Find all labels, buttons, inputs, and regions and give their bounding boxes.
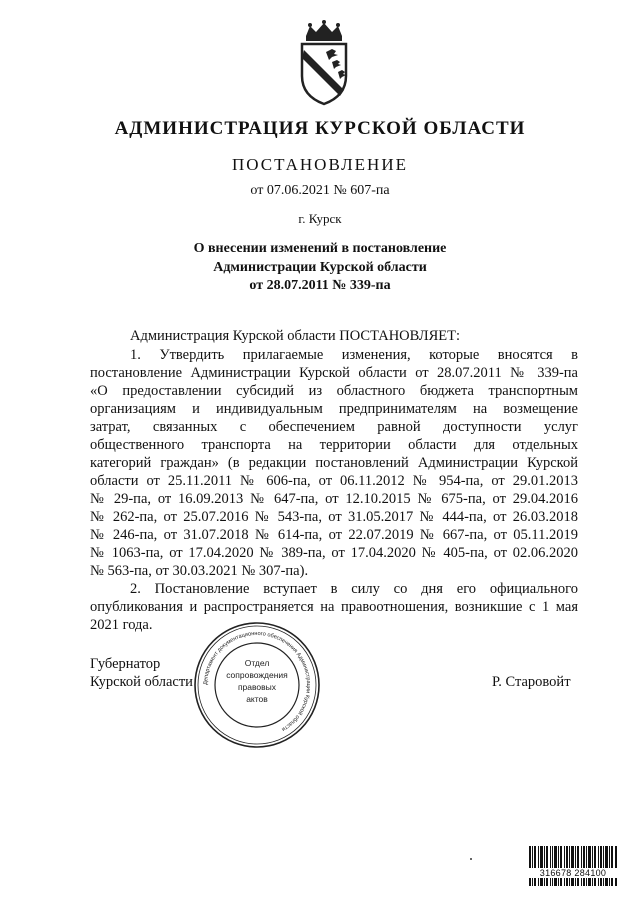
legal-department-stamp [192, 620, 322, 750]
item2-line: 2021 года. [90, 617, 153, 633]
document-type: ПОСТАНОВЛЕНИЕ [231, 155, 408, 174]
item1-line: «О предоставлении субсидий из областного бюджета транспортным [90, 383, 578, 399]
resolution-intro: Администрация Курской области ПОСТАНОВЛЯЕТ: [130, 328, 461, 344]
coat-of-arms-emblem [296, 20, 352, 106]
barcode-number: 316678 284100 [528, 868, 618, 878]
item1-line: области от 25.11.2011 № 606-па, от 06.11.2012 № 954-па, от 29.01.2013 [90, 473, 578, 489]
signatory-region: Курской области [90, 674, 193, 690]
stamp-ring-text: Департамент документационного обеспечения Администрации Курской области [202, 630, 312, 733]
document-date-number: от 07.06.2021 № 607-па [250, 183, 390, 198]
signatory-name: Р. Старовойт [492, 674, 571, 690]
item1-line: общественного транспорта на территории области для отдельных [90, 437, 578, 453]
item1-line: № 29-па, от 16.09.2013 № 647-па, от 12.10.2015 № 675-па, от 29.04.2016 [90, 491, 578, 507]
barcode [529, 846, 617, 886]
subject-line: О внесении изменений в постановление [193, 241, 447, 256]
stamp-center-line: сопровождения [226, 670, 288, 680]
item1-line: затрат, связанных с обеспечением равной доступности услуг [90, 419, 578, 435]
item1-line: № 246-па, от 31.07.2018 № 614-па, от 22.07.2019 № 667-па, от 05.11.2019 [90, 527, 578, 543]
signatory-role: Губернатор [90, 656, 161, 672]
item1-line: № 1063-па, от 17.04.2020 № 389-па, от 17.04.2020 № 405-па, от 02.06.2020 [90, 545, 578, 561]
item1-line: категорий граждан» (в редакции постановлений Администрации Курской [90, 455, 578, 471]
item1-line: 1. Утвердить прилагаемые изменения, которые вносятся в [130, 347, 578, 363]
stamp-center-line: Отдел [244, 658, 270, 668]
item1-line: организациям и индивидуальным предпринимателям на возмещение [90, 401, 578, 417]
item1-line: № 563-па, от 30.03.2021 № 307-па). [90, 563, 309, 579]
stamp-center-line: актов [246, 694, 268, 704]
item2-line: 2. Постановление вступает в силу со дня его официального [130, 581, 578, 597]
subject-line: Администрации Курской области [213, 260, 427, 275]
item2-line: опубликования и распространяется на правоотношения, возникшие с 1 мая [90, 599, 578, 615]
document-city: г. Курск [298, 211, 342, 226]
page-dot-mark [470, 858, 472, 860]
stamp-center-line: правовых [237, 682, 277, 692]
item1-line: № 262-па, от 25.07.2016 № 543-па, от 31.05.2017 № 444-па, от 26.03.2018 [90, 509, 578, 525]
subject-line: от 28.07.2011 № 339-па [249, 278, 391, 293]
item1-line: постановление Администрации Курской области от 28.07.2011 № 339-па [90, 365, 578, 381]
organization-title: АДМИНИСТРАЦИЯ КУРСКОЙ ОБЛАСТИ [114, 118, 526, 139]
